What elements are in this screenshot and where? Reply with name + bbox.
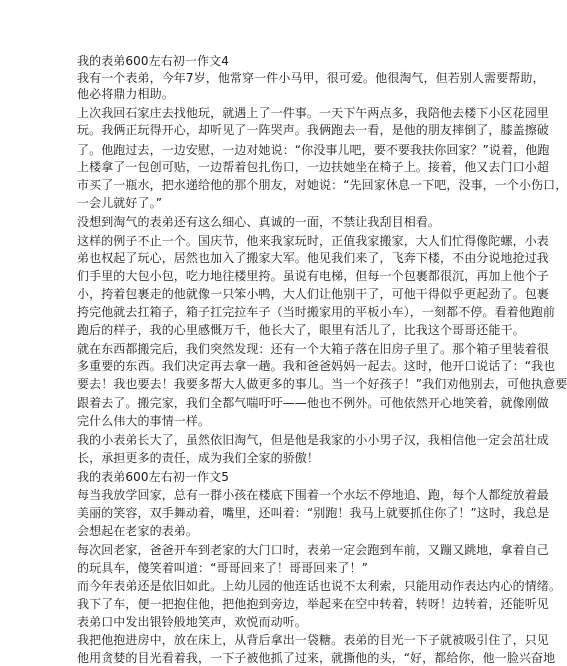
text-line: 会想起在老家的表弟。 [77, 524, 199, 538]
text-line: 没想到淘气的表弟还有这么细心、真诚的一面，不禁让我刮目相看。 [77, 215, 441, 229]
text-line: 市买了一瓶水，把水递给他的那个朋友，对她说：“先回家休息一下吧，没事，一个小伤口， [77, 178, 567, 192]
text-line: 多重要的东西。我们决定再去拿一趟。我和爸爸妈妈一起去。这时，他开口说话了：“我也 [77, 359, 556, 373]
text-line: 我有一个表弟，今年7岁，他常穿一件小马甲，很可爱。他很淘气，但若别人需要帮助， [77, 71, 545, 85]
text-line: 上楼拿了一包创可贴，一边帮着包扎伤口，一边扶她坐在椅子上。接着，他又去门口小超 [77, 160, 549, 174]
text-line: 弟也权起了玩心，居然也加入了搬家大军。他见我们来了，飞奔下楼，不由分说地抢过我 [77, 251, 549, 265]
text-line: 们手里的大包小包，吃力地往楼里挎。虽说有电梯，但每一个包裹都很沉，再加上他个子 [77, 269, 549, 283]
text-line: 了。他跑过去，一边安慰，一边对她说：“你没事儿吧，要不要我扶你回家？”说着，他跑 [77, 143, 550, 157]
text-line: 要去！我也要去！我要多帮大人做更多的事儿。当一个好孩子！”我们劝他别去，可他执意要 [77, 377, 567, 391]
text-line: 玩。我俩正玩得开心，却听见了一阵哭声。我俩跑去一看，是他的朋友摔倒了，膝盖擦破 [77, 123, 549, 137]
text-line: 我把他抱进房中，放在床上，从背后拿出一袋糖。表弟的目光一下子就被吸引住了，只见 [77, 633, 549, 647]
text-line: 跟着去了。搬完家，我们全都气喘吁吁——他也不例外。可他依然开心地笑着，就像刚做 [77, 396, 549, 410]
text-line: 长，承担更多的责任，成为我们全家的骄傲！ [77, 451, 320, 465]
text-line: 我的表弟600左右初一作文4 [77, 54, 229, 68]
text-line: 他必将鼎力相助。 [77, 87, 174, 101]
text-line: 上次我回石家庄去找他玩，就遇上了一件事。一天下午两点多，我陪他去楼下小区花园里 [77, 106, 549, 120]
text-line: 一会儿就好了。” [77, 196, 163, 210]
text-line: 跑后的样子，我的心里感慨万千，他长大了，眼里有活儿了，比我这个哥哥还能干。 [77, 323, 525, 337]
text-line: 完什么伟大的事情一样。 [77, 414, 211, 428]
text-line: 小，挎着包裹走的他就像一只笨小鸭，大人们让他别干了，可他干得似乎更起劲了。包裹 [77, 287, 549, 301]
text-line: 挎完他就去扛箱子，箱子扛完拉车子（当时搬家用的平板小车），一刻都不停。看着他跑前 [77, 305, 556, 319]
text-line: 他用贪婪的目光看着我，一下子被他抓了过来，就撕他的头，“好，都给你，他一脸兴奋地 [77, 651, 556, 665]
text-line: 就在东西都搬完后，我们突然发现：还有一个大箱子落在旧房子里了。那个箱子里装着很 [77, 342, 549, 356]
text-line: 我下了车，便一把抱住他，把他抱到旁边，举起来在空中转着，转呀！边转着，还能听见 [77, 597, 549, 611]
text-line: 我的小表弟长大了，虽然依旧淘气，但是他是我家的小小男子汉，我相信他一定会茁壮成 [77, 433, 549, 447]
text-line: 每次回老家，爸爸开车到老家的大门口时，表弟一定会跑到车前，又蹦又跳地，拿着自己 [77, 543, 549, 557]
text-line: 这样的例子不止一个。国庆节，他来我家玩时，正值我家搬家，大人们忙得像陀螺，小表 [77, 234, 549, 248]
text-line: 而今年表弟还是依旧如此。上幼儿园的他连话也说不太利索，只能用动作表达内心的情绪。 [77, 579, 562, 593]
text-line: 每当我放学回家，总有一群小孩在楼底下围着一个水坛不停地追、跑，每个人都绽放着最 [77, 488, 549, 502]
text-line: 表弟口中发出银铃般地笑声，欢悦而动听。 [77, 615, 307, 629]
text-line: 美丽的笑容，双手舞动着，嘴里，还叫着：“别跑！我马上就要抓住你了！”这时，我总是 [77, 506, 550, 520]
text-line: 我的表弟600左右初一作文5 [77, 470, 229, 484]
text-line: 的玩具车，傻笑着叫道：“哥哥回来了！哥哥回来了！” [77, 561, 368, 575]
